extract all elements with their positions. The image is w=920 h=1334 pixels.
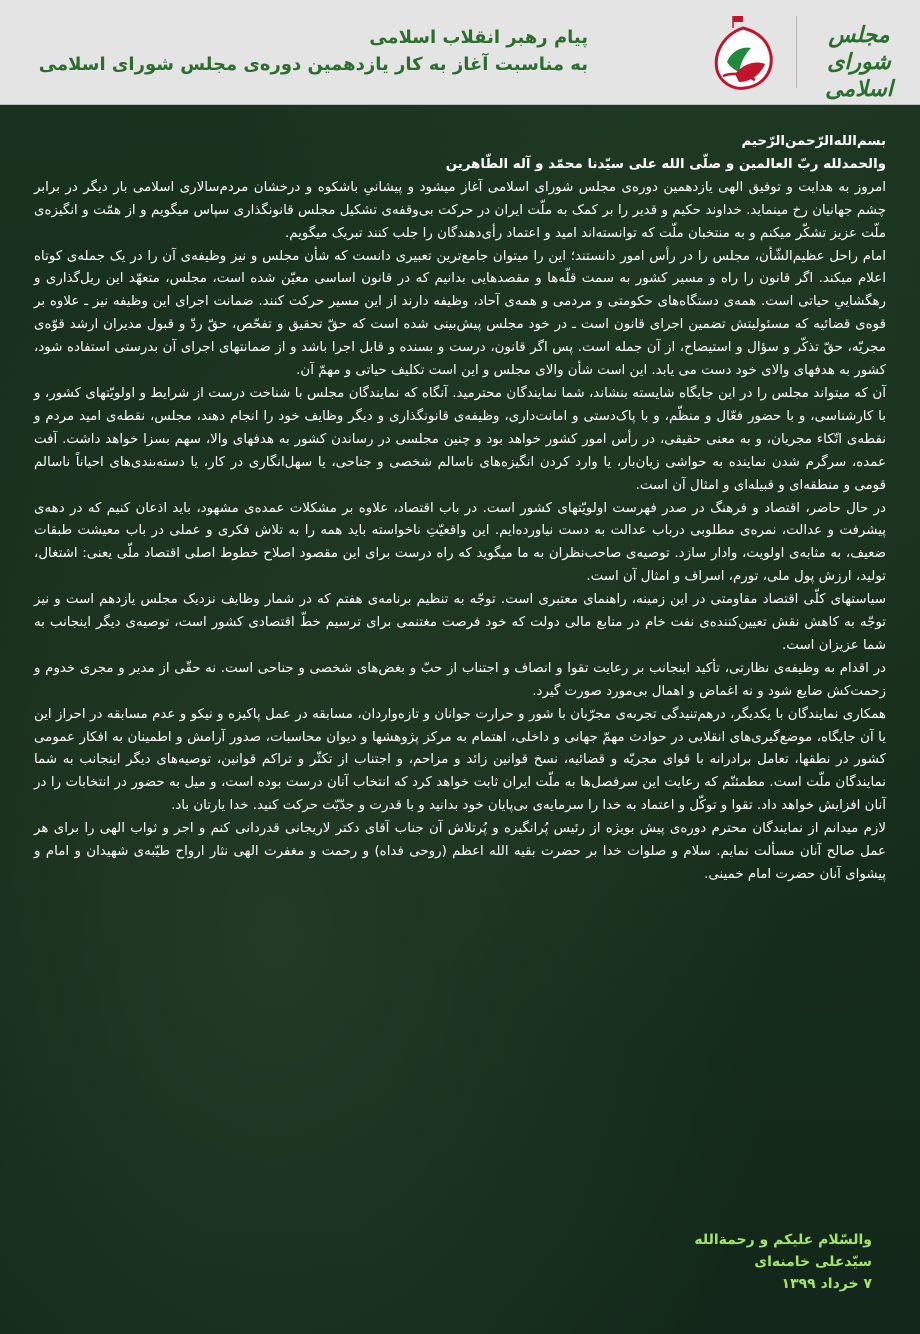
rose-tulip-logo-icon <box>705 12 781 92</box>
title-line-1: پیام رهبر انقلاب اسلامی <box>369 27 588 48</box>
paragraph-4: در حال حاضر، اقتصاد و فرهنگ در صدر فهرست اولویّتهای کشور است. در باب اقتصاد، علاوه بر مشکلات عمده‌ی مشهود، باید اذعان کنیم که در دهه‌ی پیشرفت و عدالت، نمره‌ی مطلوبی درباب عدالت به دست نیاورده‌ایم. این واقعیّتِ ناخواسته باید همه را به تلاش فکری و عملی در باب معیشت طبقات ضعیف، به مثابه‌ی اولویت، وادار سازد. توصیه‌ی صاحب‌نظران به ما میگوید که راه درست برای این مقصود اصلاح خطوط اصلی اقتصاد ملّی یعنی: اشتغال، تولید، ارزش پول ملی، تورم، اسراف و امثال آن است. <box>34 500 886 585</box>
paragraph-2: امام راحل عظیم‌الشّأن، مجلس را در رأس امور دانستند؛ این را میتوان جامع‌ترین تعبیری دانست که شأن مجلس و نیز وظیفه‌ی آن را در یک جمله‌ی کوتاه اعلام میکند. اگر قانون را راه و مسیر کشور به سمت قلّه‌ها و مقصدهایی بدانیم که در قانون اساسی معیّن شده است، مجلس، متعهّد این ریل‌گذاری و رهگشاییِ حیاتی است. همه‌ی دستگاه‌های حکومتی و مردمی و همه‌ی آحاد، وظیفه دارند از این مسیر حرکت کنند. ضمانت اجرای این وظیفه نیز ـ علاوه بر قوه‌ی قضائیه که مسئولیتش تضمین اجرای قانون است ـ در خود مجلس پیش‌بینی شده است که حقّ تحقیق و تفحّص، حقّ ردّ و قبول مدیران ارشد قوّه‌ی مجریّه، حقّ تذکّر و سؤال و استیضاح، از آن جمله است. پس اگر قانون، درست و بسنده و قابل اجرا باشد و از ضمانتهای اجرای آن بدرستی استفاده شود، کشور به هدفهای والای خود دست می یابد. این است شأن والای مجلس و این است تکلیف حیاتی و مهمّ آن. <box>34 248 886 379</box>
message-body <box>34 131 886 887</box>
paragraph-5: سیاستهای کلّی اقتصاد مقاومتی در این زمینه، راهنمای معتبری است. توجّه به تنظیم برنامه‌ی هفتم که در شمار وظایف نزدیک مجلس یازدهم است و نیز توجّه به کاهش نقش تعیین‌کننده‌ی نفت خام در منابع مالی دولت که خود فرصت مغتنمی برای ترسیم خطّ اقتصادی کشور است، توصیه‌ی دیگر اینجانب به شما عزیزان است. <box>34 592 886 653</box>
paragraph-6: در اقدام به وظیفه‌ی نظارتی، تأکید اینجانب بر رعایت تقوا و انصاف و اجتناب از حبّ و بغض‌های شخصی و جناحی است. نه حقّی از مدیر و مجری خدوم و زحمت‌کش ضایع شود و نه اغماض و اهمال بی‌مورد صورت گیرد. <box>34 660 886 699</box>
title-line-2: به مناسبت آغاز به کار یازدهمین دوره‌ی مجلس شورای اسلامی <box>38 54 588 75</box>
paragraph-3: آن که میتواند مجلس را در این جایگاه شایسته بنشاند، شما نمایندگان محترمید. آنگاه که نمایندگان مجلس با شناخت درست از شرایط و اولویّتهای کشور، و با کارشناسی، و با حضور فعّال و منظّم، و با پاک‌دستی و امانت‌داری، وظیفه‌ی قانونگذاری و دیگر وظایف خود را انجام دهند، مجلس، نقطه‌ی امید مردم و نقطه‌ی اتّکاء مجریان، و به معنی حقیقی، در رأس امور کشور خواهد بود و چنین مجلسی در رساندن کشور به هدفهای والا، سهم بسزا خواهد داشت. آفت عمده، سرگرم شدن نماینده به حواشی زیان‌بار، یا وارد کردن انگیزه‌های ناسالم شخصی و جناحی، یا سهل‌انگاری در کار، یا دسته‌بندی‌های احیاناً ناسالم قومی و منطقه‌ای و قبیله‌ای و امثال آن است. <box>34 385 886 493</box>
paragraph-8: لازم میدانم از نمایندگان محترم دوره‌ی پیش بویژه از رئیس پُرانگیزه و پُرتلاش آن جناب آقای دکتر لاریجانی قدردانی کنم و اجر و ثواب الهی را برای هر عمل صالح آنان مسألت نمایم. سلام و صلوات خدا بر حضرت بقیه الله اعظم (روحی فداه) و رحمت و مغفرت الهی نثار ارواح طیّبه‌ی شهیدان و امام و پیشوای آنان حضرت امام خمینی. <box>34 821 886 882</box>
hamd-line: والحمدلله ربّ العالمین و صلّی الله علی سیّدنا محمّد و آله الطّاهرین <box>445 156 886 172</box>
message-date: ۷ خرداد ۱۳۹۹ <box>781 1276 872 1292</box>
majlis-calligraphy-logo: مجلس شورای اسلامی <box>825 22 893 102</box>
paragraph-1: امروز به هدایت و توفیق الهی یازدهمین دوره‌ی مجلس شورای اسلامی آغاز میشود و پیشانیِ باشکوه و درخشان مردم‌سالاری اسلامی بار دیگر در برابر چشم جهانیان رخ مینماید. خداوند حکیم و قدیر را بر کمک به ملّت ایران در حرکت بی‌وقفه‌ی تشکیل مجلس قانونگذاری سپاس میگویم و از همّت و انگیزه‌ی ملّت عزیز تشکّر میکنم و به منتخبان ملّت که توانسته‌اند امید و اعتماد رأی‌دهندگان را جلب کنند تبریک میگویم. <box>34 179 886 241</box>
paragraph-7: همکاری نمایندگان با یکدیگر، درهم‌تنیدگی تجربه‌ی مجرّبان با شور و حرارت جوانان و تازه‌واردان، مسابقه در عمل پاکیزه و نیکو و عدم مسابقه در احراز این یا آن جایگاه، موضع‌گیری‌های انقلابی در حوادث مهمّ جهانی و داخلی، اهتمام به مرکز پژوهشها و دیوان محاسبات، صدور آرامش و اطمینان به افکار عمومی کشور در نطقها، تعامل برادرانه با قوای مجریّه و قضائیه، نسخ قوانین زائد و مزاحم، و اجتناب از تکثّر و تراکم قوانین، توصیه‌های دیگر اینجانب به شما نمایندگان ملّت است. مطمئنّم که رعایت این سرفصل‌ها به ملّت ایران ثابت خواهد کرد که انتخاب آنان درست بوده است، و میل به حضور در انتخابات را در آنان افزایش خواهد داد. تقوا و توکّل و اعتماد به خدا را سرمایه‌ی بی‌پایان خود بدانید و با قدرت و جدّیّت حرکت کنید. خدا یارتان باد. <box>34 706 886 814</box>
header-title <box>38 24 588 78</box>
bismillah: بسم‌الله‌الرّحمن‌الرّحیم <box>741 134 886 149</box>
closing-salutation: والسّلام علیکم و رحمة‌الله <box>694 1232 872 1248</box>
header-bar <box>0 0 920 105</box>
signatory-name: سیّدعلی خامنه‌ای <box>754 1254 872 1270</box>
header-divider <box>796 16 797 88</box>
signature-block <box>694 1229 872 1295</box>
